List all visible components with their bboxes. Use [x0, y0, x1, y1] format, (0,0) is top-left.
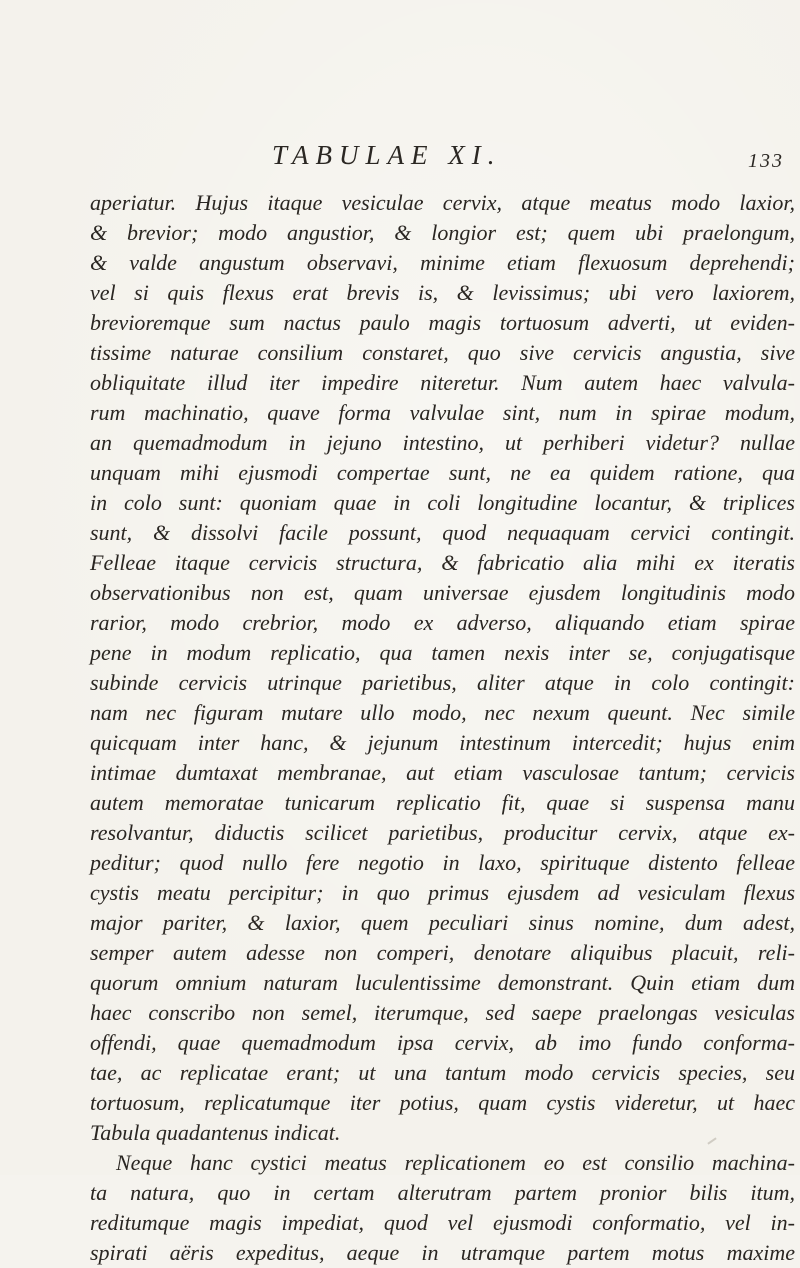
running-head [0, 140, 800, 180]
text-line: brevioremque sum nactus paulo magis tortuosum adverti, ut eviden- [90, 310, 795, 335]
text-line: ta natura, quo in certam alterutram partem pronior bilis itum, [90, 1180, 795, 1205]
text-line: quorum omnium naturam luculentissime demonstrant. Quin etiam dum [90, 970, 795, 995]
text-line: rarior, modo crebrior, modo ex adverso, aliquando etiam spirae [90, 610, 795, 635]
text-line: reditumque magis impediat, quod vel ejusmodi conformatio, vel in- [90, 1210, 795, 1235]
text-line: an quemadmodum in jejuno intestino, ut perhiberi videtur? nullae [90, 430, 795, 455]
text-line: & valde angustum observavi, minime etiam flexuosum deprehendi; [90, 250, 795, 275]
text-line: obliquitate illud iter impedire niteretur. Num autem haec valvula- [90, 370, 795, 395]
text-line: nam nec figuram mutare ullo modo, nec nexum queunt. Nec simile [90, 700, 795, 725]
text-line: peditur; quod nullo fere negotio in laxo, spirituque distento felleae [90, 850, 795, 875]
text-line: & brevior; modo angustior, & longior est; quem ubi praelongum, [90, 220, 795, 245]
text-line: spirati aëris expeditus, aeque in utramque partem motus maxime [90, 1240, 795, 1265]
text-line: pene in modum replicatio, qua tamen nexis inter se, conjugatisque [90, 640, 795, 665]
text-line: tissime naturae consilium constaret, quo sive cervicis angustia, sive [90, 340, 795, 365]
text-line: sunt, & dissolvi facile possunt, quod nequaquam cervici contingit. [90, 520, 795, 545]
text-line: Felleae itaque cervicis structura, & fabricatio alia mihi ex iteratis [90, 550, 795, 575]
text-line: observationibus non est, quam universae ejusdem longitudinis modo [90, 580, 795, 605]
page-number: 133 [748, 150, 784, 172]
text-line: major pariter, & laxior, quem peculiari sinus nomine, dum adest, [90, 910, 795, 935]
text-line: cystis meatu percipitur; in quo primus ejusdem ad vesiculam flexus [90, 880, 795, 905]
text-line: semper autem adesse non comperi, denotare aliquibus placuit, reli- [90, 940, 795, 965]
text-line: tae, ac replicatae erant; ut una tantum modo cervicis species, seu [90, 1060, 795, 1085]
text-line: intimae dumtaxat membranae, aut etiam vasculosae tantum; cervicis [90, 760, 795, 785]
text-line: subinde cervicis utrinque parietibus, aliter atque in colo contingit: [90, 670, 795, 695]
paragraph-start-line: Neque hanc cystici meatus replicationem eo est consilio machina- [116, 1150, 795, 1175]
text-line: haec conscribo non semel, iterumque, sed saepe praelongas vesiculas [90, 1000, 795, 1025]
text-line: vel si quis flexus erat brevis is, & levissimus; ubi vero laxiorem, [90, 280, 795, 305]
text-line: rum machinatio, quave forma valvulae sint, num in spirae modum, [90, 400, 795, 425]
text-line: tortuosum, replicatumque iter potius, quam cystis videretur, ut haec [90, 1090, 795, 1115]
running-head-title: TABULAE XI. [272, 140, 502, 170]
text-line: in colo sunt: quoniam quae in coli longitudine locantur, & triplices [90, 490, 795, 515]
paragraph-end-line: Tabula quadantenus indicat. [90, 1120, 341, 1145]
text-line: quicquam inter hanc, & jejunum intestinum intercedit; hujus enim [90, 730, 795, 755]
body-text [90, 188, 795, 1268]
text-line: offendi, quae quemadmodum ipsa cervix, ab imo fundo conforma- [90, 1030, 795, 1055]
text-line: autem memoratae tunicarum replicatio fit, quae si suspensa manu [90, 790, 795, 815]
text-line: aperiatur. Hujus itaque vesiculae cervix, atque meatus modo laxior, [90, 190, 795, 215]
text-line: unquam mihi ejusmodi compertae sunt, ne ea quidem ratione, qua [90, 460, 795, 485]
text-line: resolvantur, diductis scilicet parietibus, producitur cervix, atque ex- [90, 820, 795, 845]
